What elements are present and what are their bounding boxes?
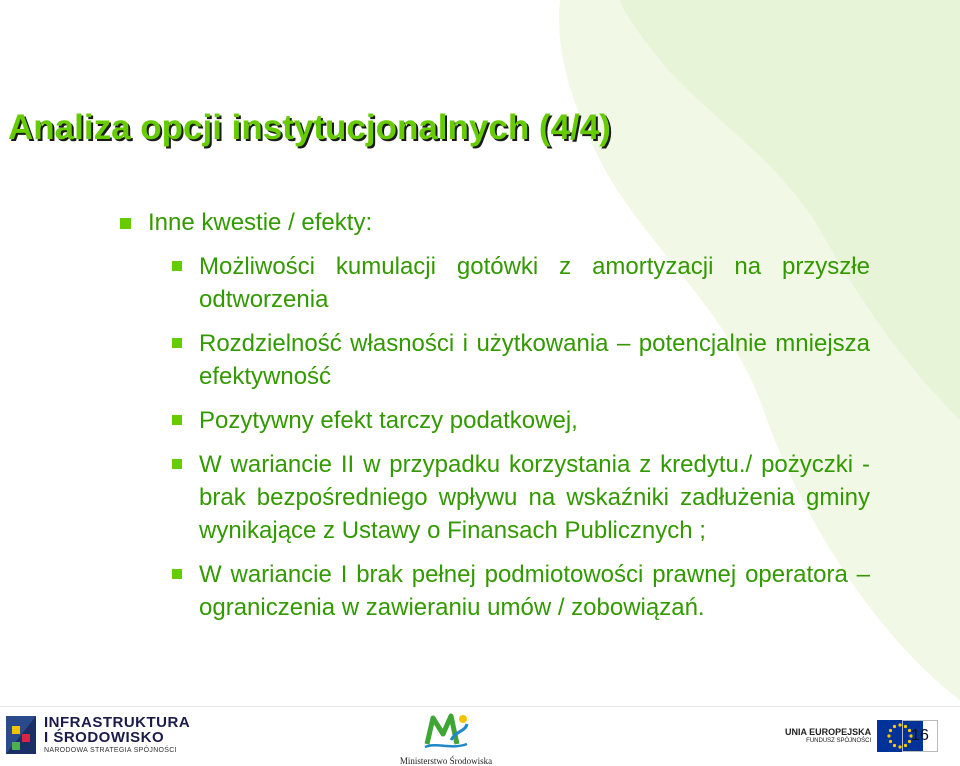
footer-divider [0, 706, 960, 707]
square-bullet-icon [120, 218, 131, 229]
bullet-list [172, 250, 870, 635]
section-heading [120, 209, 372, 237]
ministerstwo-logo [396, 710, 496, 766]
infrastruktura-emblem-icon [6, 712, 38, 756]
ministerstwo-emblem-icon [421, 710, 471, 750]
eu-line2: FUNDUSZ SPÓJNOŚCI [806, 737, 872, 744]
logo-left-line3: NARODOWA STRATEGIA SPÓJNOŚCI [44, 746, 177, 754]
eu-line1: UNIA EUROPEJSKA [785, 726, 872, 737]
infrastruktura-logo [6, 712, 190, 756]
section-heading-text: Inne kwestie / efekty: [148, 209, 373, 236]
logo-mid-caption: Ministerstwo Środowiska [399, 756, 493, 766]
logo-left-line1: INFRASTRUKTURA [44, 713, 191, 731]
list-item: W wariancie I brak pełnej podmiotowości prawnej operatora – ograniczenia w zawieraniu umów / zobowiązań. [172, 558, 870, 624]
list-item: Rozdzielność własności i użytkowania – potencjalnie mniejsza efektywność [172, 327, 870, 393]
logo-left-line2: I ŚRODOWISKO [44, 728, 165, 746]
list-item: Możliwości kumulacji gotówki z amortyzacji na przyszłe odtworzenia [172, 250, 870, 316]
page-number: 16 [902, 720, 938, 752]
slide-title: Analiza opcji instytucjonalnych (4/4) [8, 108, 611, 147]
list-item: W wariancie II w przypadku korzystania z kredytu./ pożyczki - brak bezpośredniego wpływu na wskaźniki zadłużenia gminy wynikające z Ustawy o Finansach Publicznych ; [172, 448, 870, 547]
list-item: Pozytywny efekt tarczy podatkowej, [172, 404, 870, 437]
